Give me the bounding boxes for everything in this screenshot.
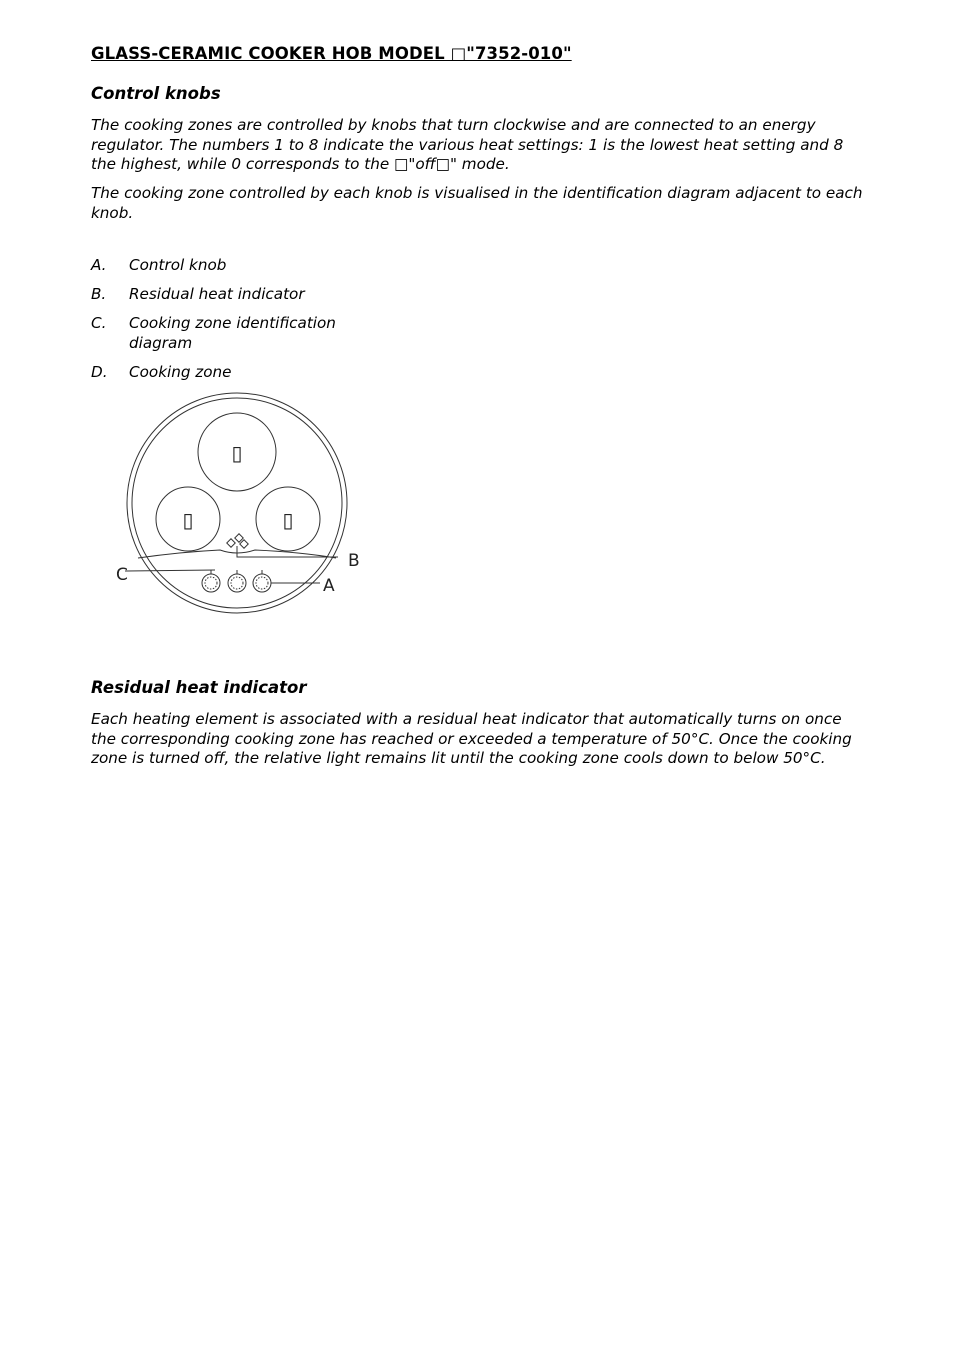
legend-text: Cooking zone identification diagram xyxy=(129,313,336,352)
legend-text: Residual heat indicator xyxy=(129,284,305,303)
leader-line-c xyxy=(125,570,215,571)
legend-item xyxy=(91,285,369,305)
paragraph-control-knobs-1: The cooking zones are controlled by knobs that turn clockwise and are connected to an energy regulator. The numbers 1 to 8 indicate the various heat settings: 1 is the lowest heat setting and 8 the highest, while 0 corresponds to the □"off□" mode. xyxy=(91,116,844,174)
legend-item xyxy=(91,314,369,353)
legend-text: Control knob xyxy=(129,256,227,274)
legend-item xyxy=(91,363,369,383)
zone-symbol-front-right: ▯ xyxy=(282,508,294,532)
paragraph-control-knobs-2: The cooking zone controlled by each knob is visualised in the identification diagram adjacent to each knob. xyxy=(91,184,863,222)
diagram-label-b: B xyxy=(348,551,360,571)
page-title: GLASS-CERAMIC COOKER HOB MODEL □"7352-010" xyxy=(91,44,572,63)
zone-symbol-front-left: ▯ xyxy=(182,508,194,532)
control-knob xyxy=(202,570,220,592)
diagram-label-c: C xyxy=(116,565,128,585)
diagram-legend-list xyxy=(91,256,369,392)
diagram-label-a: A xyxy=(323,576,335,596)
legend-item xyxy=(91,256,369,276)
legend-text: Cooking zone xyxy=(129,362,232,381)
paragraph-residual-heat: Each heating element is associated with a residual heat indicator that automatically turns on once the corresponding cooking zone has reached or exceeded a temperature of 50°C. Once the cooking zone is turned off, the relative light remains lit until the cooking zone cools down to below 50°C. xyxy=(91,710,852,768)
control-knob xyxy=(253,570,271,592)
legend-letter: A. xyxy=(91,256,107,274)
section-heading-control-knobs: Control knobs xyxy=(91,84,221,103)
leader-line-b xyxy=(237,546,338,557)
zone-symbol-rear: ▯ xyxy=(231,441,243,465)
legend-letter: C. xyxy=(91,313,107,332)
hob-diagram xyxy=(110,390,360,620)
control-knob xyxy=(228,570,246,592)
legend-letter: D. xyxy=(91,362,108,381)
legend-letter: B. xyxy=(91,284,107,303)
section-heading-residual-heat: Residual heat indicator xyxy=(91,678,307,697)
